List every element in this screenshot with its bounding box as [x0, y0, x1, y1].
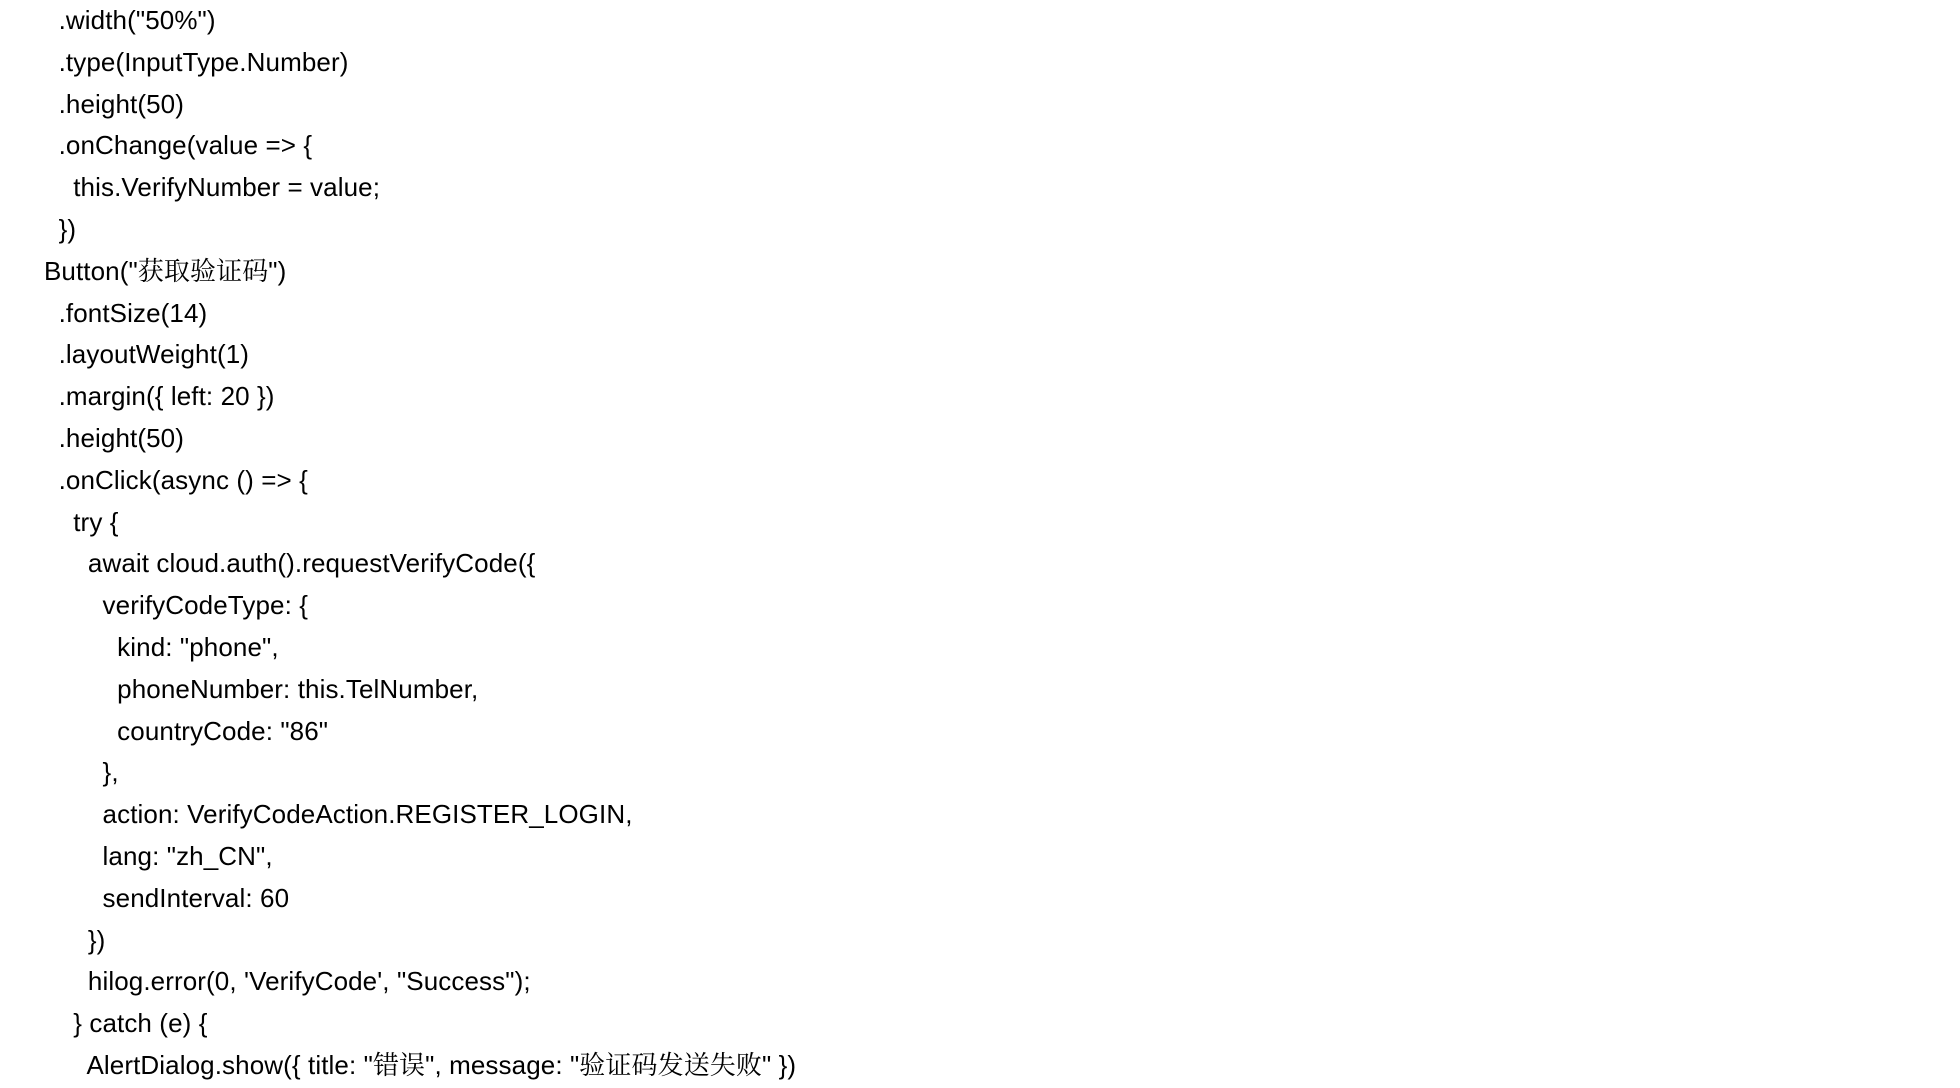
code-line: sendInterval: 60: [0, 882, 290, 913]
code-line: .margin({ left: 20 }): [0, 381, 275, 412]
code-line: .width("50%"): [0, 5, 216, 35]
code-line: .fontSize(14): [0, 297, 208, 328]
code-line: lang: "zh_CN",: [0, 840, 273, 871]
code-line: } catch (e) {: [0, 1008, 208, 1039]
code-line: AlertDialog.show({ title: "错误", message: "验证码发送失败" }): [0, 1049, 797, 1080]
code-line: }): [0, 213, 77, 244]
code-line: .onClick(async () => {: [0, 464, 308, 495]
code-line: phoneNumber: this.TelNumber,: [0, 673, 479, 704]
code-line: hilog.error(0, 'VerifyCode', "Success");: [0, 966, 531, 997]
code-line: this.VerifyNumber = value;: [0, 172, 381, 203]
code-line: await cloud.auth().requestVerifyCode({: [0, 548, 536, 579]
code-line: .height(50): [0, 422, 184, 453]
code-line: .onChange(value => {: [0, 130, 313, 161]
code-line: .type(InputType.Number): [0, 46, 349, 77]
code-line: verifyCodeType: {: [0, 590, 309, 621]
code-line: countryCode: "86": [0, 715, 329, 746]
code-line: .height(50): [0, 88, 184, 119]
code-line: .layoutWeight(1): [0, 339, 250, 370]
code-line: action: VerifyCodeAction.REGISTER_LOGIN,: [0, 799, 633, 830]
code-line: },: [0, 757, 119, 788]
code-line: try {: [0, 506, 119, 537]
code-line: }): [0, 924, 106, 955]
code-line: kind: "phone",: [0, 631, 279, 662]
code-line: Button("获取验证码"): [0, 255, 287, 286]
